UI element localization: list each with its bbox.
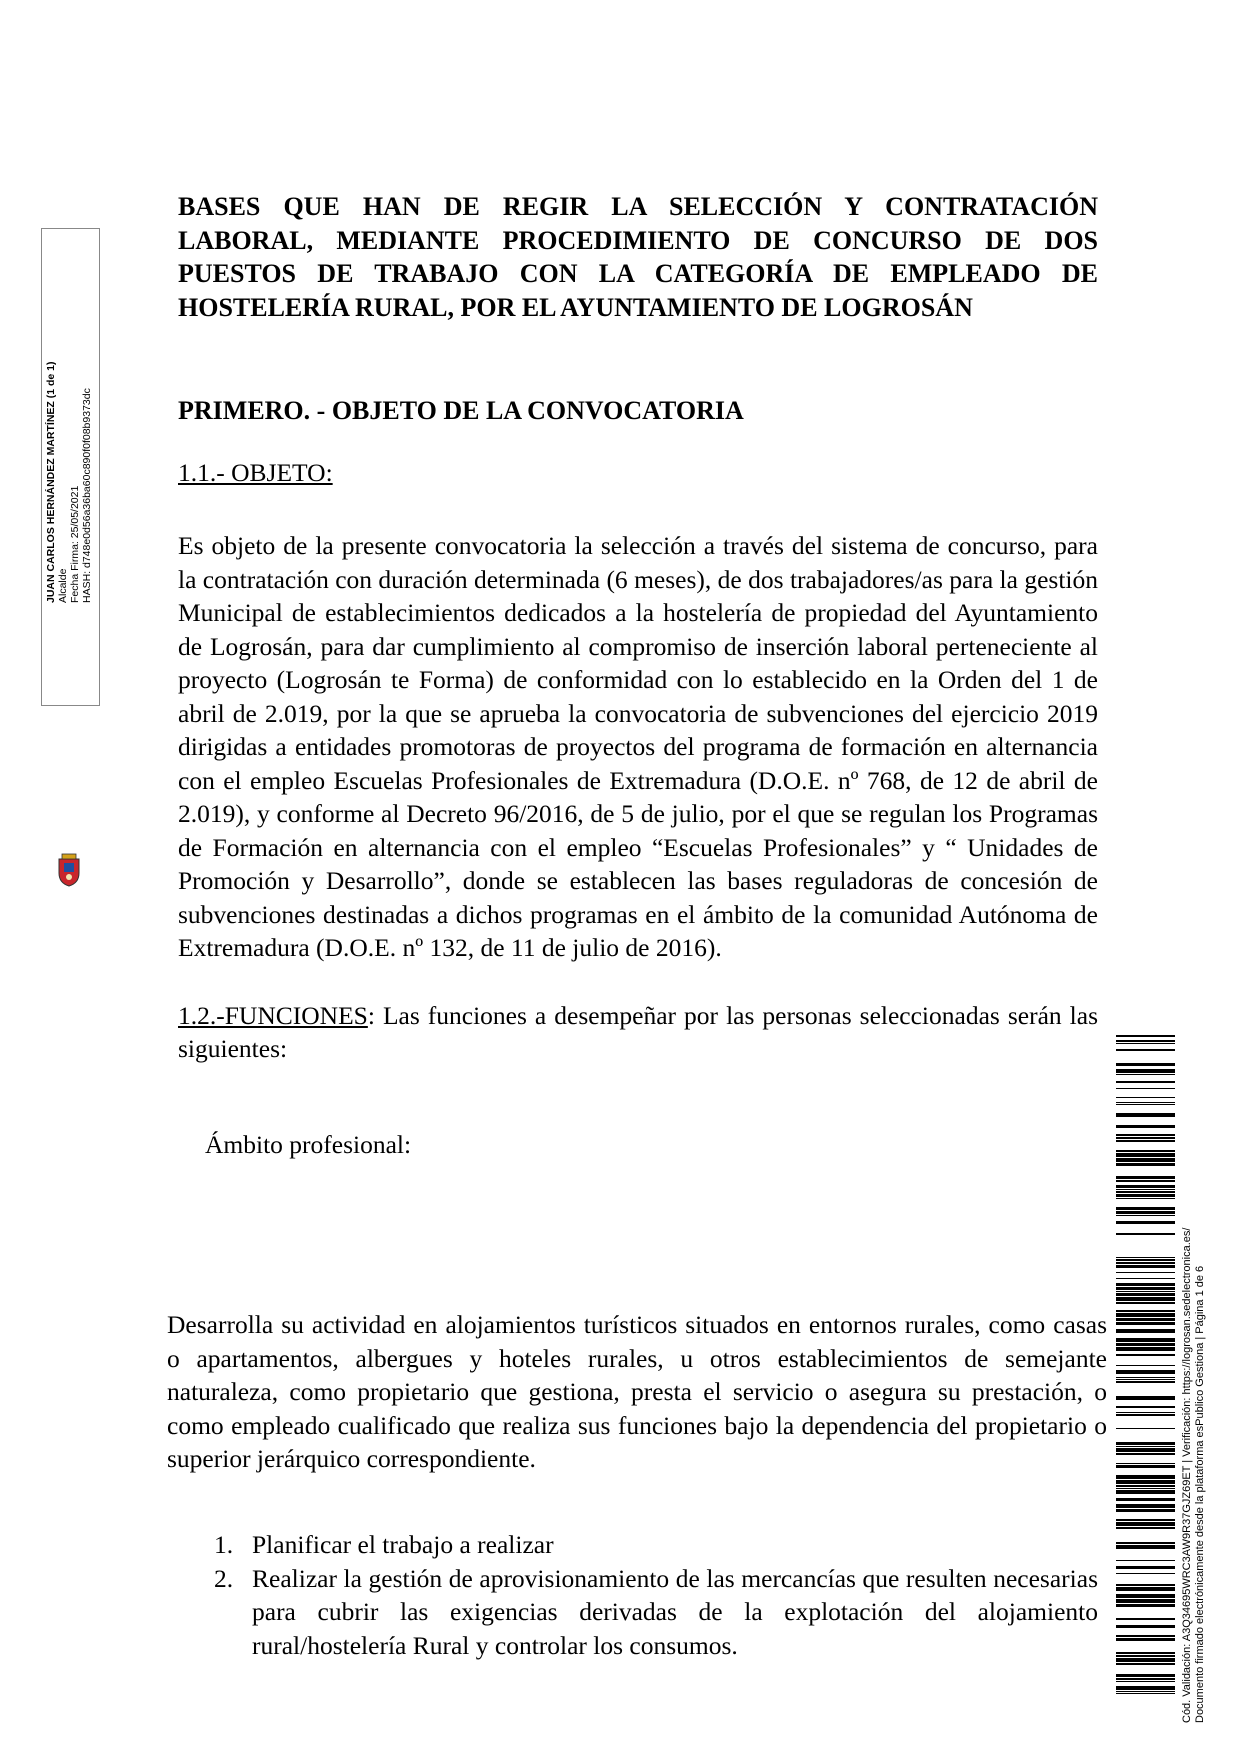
subsection-objeto: 1.1.- OBJETO: xyxy=(178,457,333,487)
list-text: Realizar la gestión de aprovisionamiento de las mercancías que resulten necesarias para cubrir las exigencias derivadas de la explotación del alojamiento rural/hostelería Rural y controlar los consumos. xyxy=(252,1563,1098,1660)
ambito-label: Ámbito profesional: xyxy=(205,1129,412,1159)
subsection-funciones: 1.2.-FUNCIONES xyxy=(178,1000,368,1030)
document-title: BASES QUE HAN DE REGIR LA SELECCIÓN Y CONTRATACIÓN LABORAL, MEDIANTE PROCEDIMIENTO DE CONCURSO DE DOS PUESTOS DE TRABAJO CON LA CATEGORÍA DE EMPLEADO DE HOSTELERÍA RURAL, POR EL AYUNTAMIENTO DE LOGROSÁN xyxy=(178,192,1098,322)
list-number: 2. xyxy=(214,1563,234,1593)
functions-list xyxy=(214,1528,1098,1662)
coat-of-arms-icon xyxy=(56,853,82,887)
verification-line-1: Cód. Validación: A3Q34695WRC3AW9R37GJZ69ET | Verificación: https://logrosan.sedelectronica.es/ xyxy=(1181,1227,1193,1723)
signature-text xyxy=(45,225,104,703)
list-item xyxy=(214,1562,1098,1663)
verification-line-2: Documento firmado electrónicamente desde la plataforma esPublico Gestiona | Página 1 de 6 xyxy=(1194,1265,1206,1723)
signature-stamp xyxy=(41,228,100,706)
list-text: Planificar el trabajo a realizar xyxy=(252,1530,554,1559)
ambito-description: Desarrolla su actividad en alojamientos turísticos situados en entornos rurales, como casas o apartamentos, albergues y hoteles rurales, u otros establecimientos de semejante naturaleza, como propietario que gestiona, presta el servicio o asegura su prestación, o como empleado cualificado que realiza sus funciones bajo la dependencia del propietario o superior jerárquico correspondiente. xyxy=(167,1310,1107,1473)
verification-text xyxy=(1181,1023,1211,1723)
paragraph-funciones xyxy=(178,999,1098,1066)
barcode-icon xyxy=(1116,1035,1175,1695)
signer-name: JUAN CARLOS HERNÁNDEZ MARTÍNEZ (1 de 1) xyxy=(45,361,57,603)
signature-hash: HASH: d748e0d56a36ba60c890f0f08b9373dc xyxy=(81,388,93,603)
paragraph-objeto: Es objeto de la presente convocatoria la selección a través del sistema de concurso, para la contratación con duración determinada (6 meses), de dos trabajadores/as para la gestión Municipal de establecimientos dedicados a la hostelería de propiedad del Ayuntamiento de Logrosán, para dar cumplimiento al compromiso de inserción laboral perteneciente al proyecto (Logrosán te Forma) de conformidad con lo establecido en la Orden del 1 de abril de 2.019, por la que se aprueba la convocatoria de subvenciones del ejercicio 2019 dirigidas a entidades promotoras de proyectos del programa de formación en alternancia con el empleo Escuelas Profesionales de Extremadura (D.O.E. nº 768, de 12 de abril de 2.019), y conforme al Decreto 96/2016, de 5 de julio, por el que se regulan los Programas de Formación en alternancia con el empleo “Escuelas Profesionales” y “ Unidades de Promoción y Desarrollo”, donde se establecen las bases reguladoras de concesión de subvenciones destinadas a dichos programas en el ámbito de la comunidad Autónoma de Extremadura (D.O.E. nº 132, de 11 de julio de 2016). xyxy=(178,531,1098,962)
document-body xyxy=(178,190,1098,1161)
section-heading: PRIMERO. - OBJETO DE LA CONVOCATORIA xyxy=(178,396,744,425)
funciones-text: : Las funciones a desempeñar por las personas seleccionadas serán las siguientes: xyxy=(178,1000,1098,1063)
signature-date: Fecha Firma: 25/05/2021 xyxy=(69,485,81,603)
list-number: 1. xyxy=(214,1530,234,1559)
signer-role: Alcalde xyxy=(57,568,69,603)
list-item xyxy=(214,1528,1098,1562)
